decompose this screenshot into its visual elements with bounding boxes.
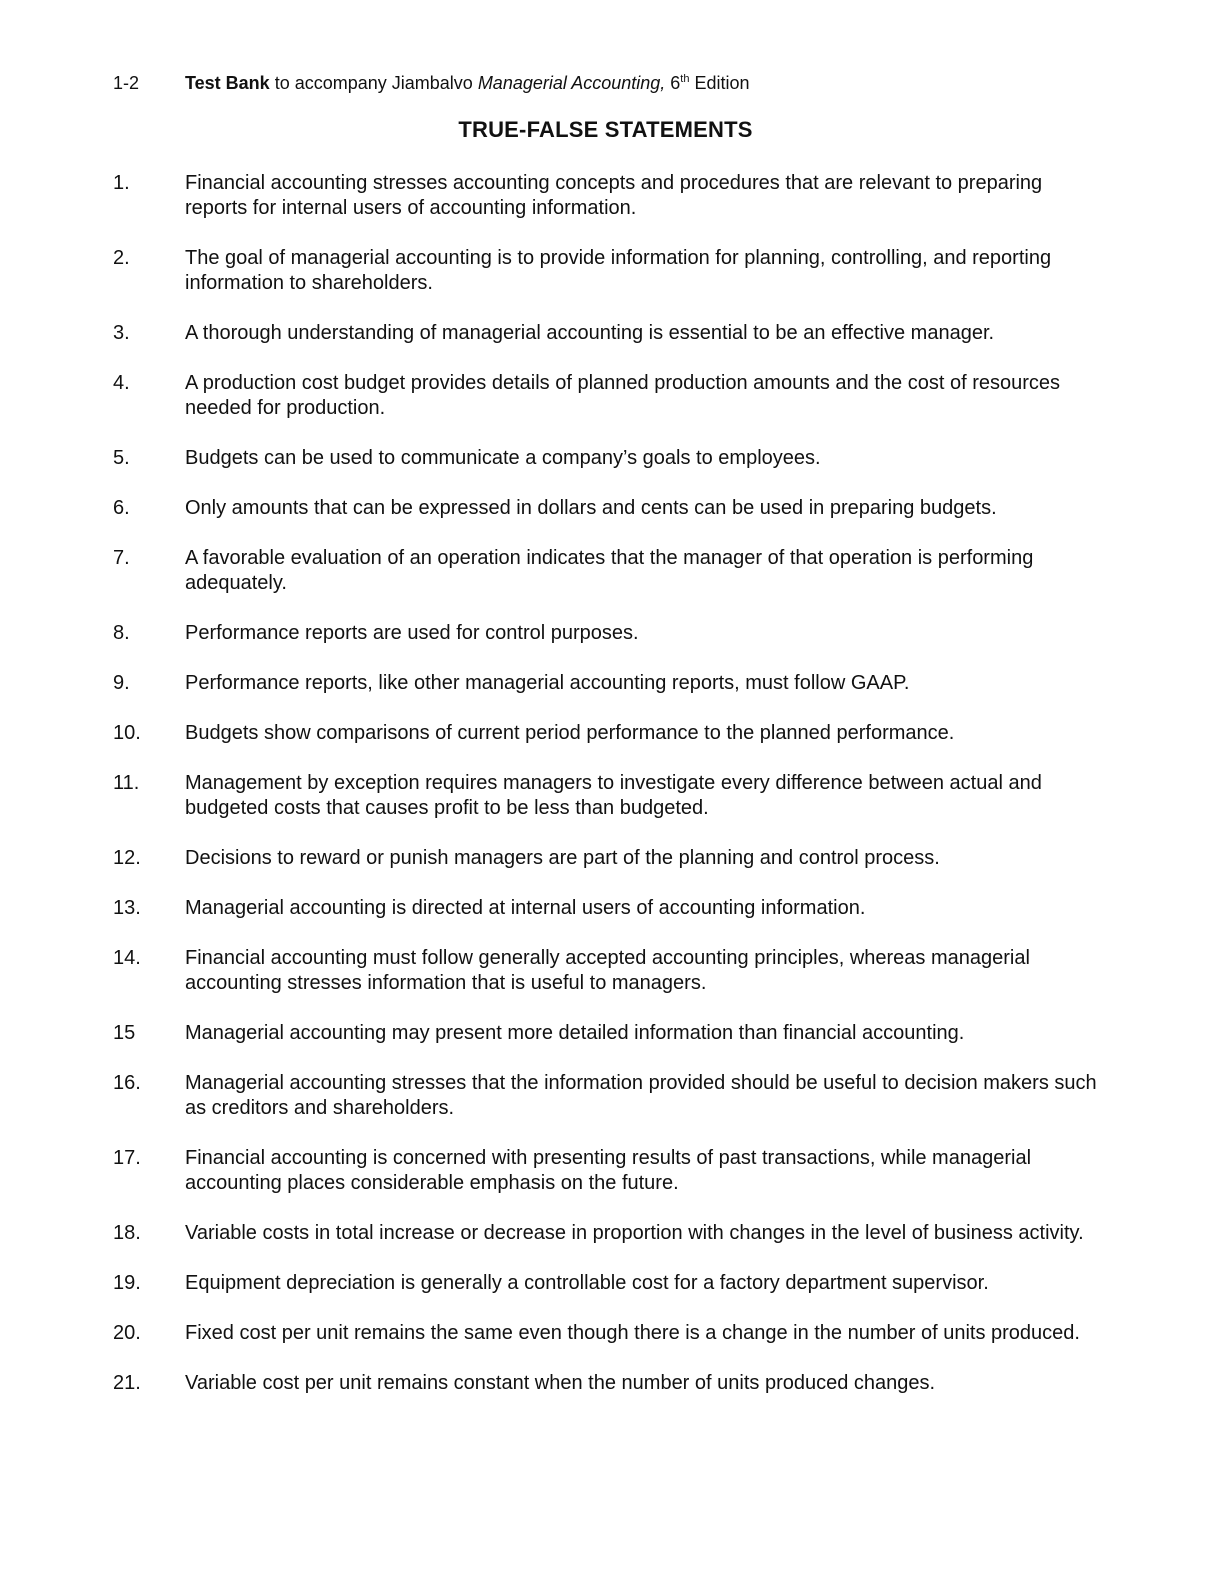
question-item (113, 621, 1103, 646)
question-number: 2. (113, 247, 130, 269)
edition-label: Edition (689, 73, 750, 93)
question-number: 11. (113, 772, 140, 794)
running-header (113, 72, 750, 94)
question-number: 19. (113, 1272, 141, 1294)
question-number: 14. (113, 947, 141, 969)
question-text: Financial accounting must follow generally accepted accounting principles, whereas managerial accounting stresses information that is useful to managers. (185, 947, 1030, 994)
question-item (113, 446, 1103, 471)
question-number: 10. (113, 722, 141, 744)
question-item (113, 321, 1103, 346)
question-text: Managerial accounting may present more detailed information than financial accounting. (185, 1022, 965, 1044)
question-item (113, 1021, 1103, 1046)
question-text: Management by exception requires managers to investigate every difference between actual and budgeted costs that causes profit to be less than budgeted. (185, 772, 1042, 819)
question-number: 12. (113, 847, 141, 869)
question-number: 18. (113, 1222, 141, 1244)
question-item (113, 1221, 1103, 1246)
question-text: Only amounts that can be expressed in dollars and cents can be used in preparing budgets. (185, 497, 997, 519)
question-text: Financial accounting stresses accounting concepts and procedures that are relevant to preparing reports for internal users of accounting information. (185, 172, 1043, 219)
test-bank-label: Test Bank (185, 73, 270, 93)
question-text: A production cost budget provides details of planned production amounts and the cost of resources needed for production. (185, 372, 1060, 419)
question-text: Managerial accounting is directed at internal users of accounting information. (185, 897, 866, 919)
question-item (113, 721, 1103, 746)
edition-ordinal: th (680, 73, 690, 85)
question-item (113, 546, 1103, 596)
question-list (113, 171, 1103, 1421)
book-title: Managerial Accounting, (477, 73, 666, 93)
question-item (113, 1146, 1103, 1196)
section-title: TRUE-FALSE STATEMENTS (458, 117, 753, 142)
question-number: 1. (113, 172, 130, 194)
question-item (113, 171, 1103, 221)
question-number: 3. (113, 322, 130, 344)
question-text: Decisions to reward or punish managers are part of the planning and control process. (185, 847, 940, 869)
question-text: Fixed cost per unit remains the same even though there is a change in the number of units produced. (185, 1322, 1080, 1344)
question-number: 20. (113, 1322, 141, 1344)
question-text: Financial accounting is concerned with presenting results of past transactions, while managerial accounting places considerable emphasis on the future. (185, 1147, 1032, 1194)
question-item (113, 496, 1103, 521)
question-item (113, 1071, 1103, 1121)
question-text: A thorough understanding of managerial accounting is essential to be an effective manager. (185, 322, 995, 344)
question-number: 5. (113, 447, 130, 469)
question-number: 7. (113, 547, 130, 569)
question-item (113, 671, 1103, 696)
question-number: 6. (113, 497, 130, 519)
question-text: The goal of managerial accounting is to provide information for planning, controlling, and reporting information to shareholders. (185, 247, 1052, 294)
question-item (113, 846, 1103, 871)
question-number: 13. (113, 897, 141, 919)
question-number: 4. (113, 372, 130, 394)
page-number: 1-2 (113, 73, 140, 93)
question-item (113, 1321, 1103, 1346)
question-number: 9. (113, 672, 130, 694)
question-text: Variable cost per unit remains constant when the number of units produced changes. (185, 1372, 936, 1394)
question-item (113, 896, 1103, 921)
header-subtitle: to accompany Jiambalvo (269, 73, 478, 93)
question-number: 21. (113, 1372, 141, 1394)
question-item (113, 1371, 1103, 1396)
question-number: 8. (113, 622, 130, 644)
question-text: A favorable evaluation of an operation indicates that the manager of that operation is performing adequately. (185, 547, 1034, 594)
question-number: 17. (113, 1147, 141, 1169)
question-text: Budgets can be used to communicate a company’s goals to employees. (185, 447, 821, 469)
question-item (113, 246, 1103, 296)
question-number: 15 (113, 1022, 136, 1044)
question-text: Performance reports are used for control purposes. (185, 622, 639, 644)
question-text: Managerial accounting stresses that the information provided should be useful to decision makers such as creditors and shareholders. (185, 1072, 1097, 1119)
question-item (113, 1271, 1103, 1296)
question-text: Performance reports, like other managerial accounting reports, must follow GAAP. (185, 672, 910, 694)
question-item (113, 771, 1103, 821)
edition-number: 6 (665, 73, 681, 93)
question-text: Budgets show comparisons of current period performance to the planned performance. (185, 722, 955, 744)
question-text: Variable costs in total increase or decrease in proportion with changes in the level of business activity. (185, 1222, 1084, 1244)
question-item (113, 946, 1103, 996)
question-item (113, 371, 1103, 421)
question-text: Equipment depreciation is generally a controllable cost for a factory department supervisor. (185, 1272, 989, 1294)
question-number: 16. (113, 1072, 141, 1094)
